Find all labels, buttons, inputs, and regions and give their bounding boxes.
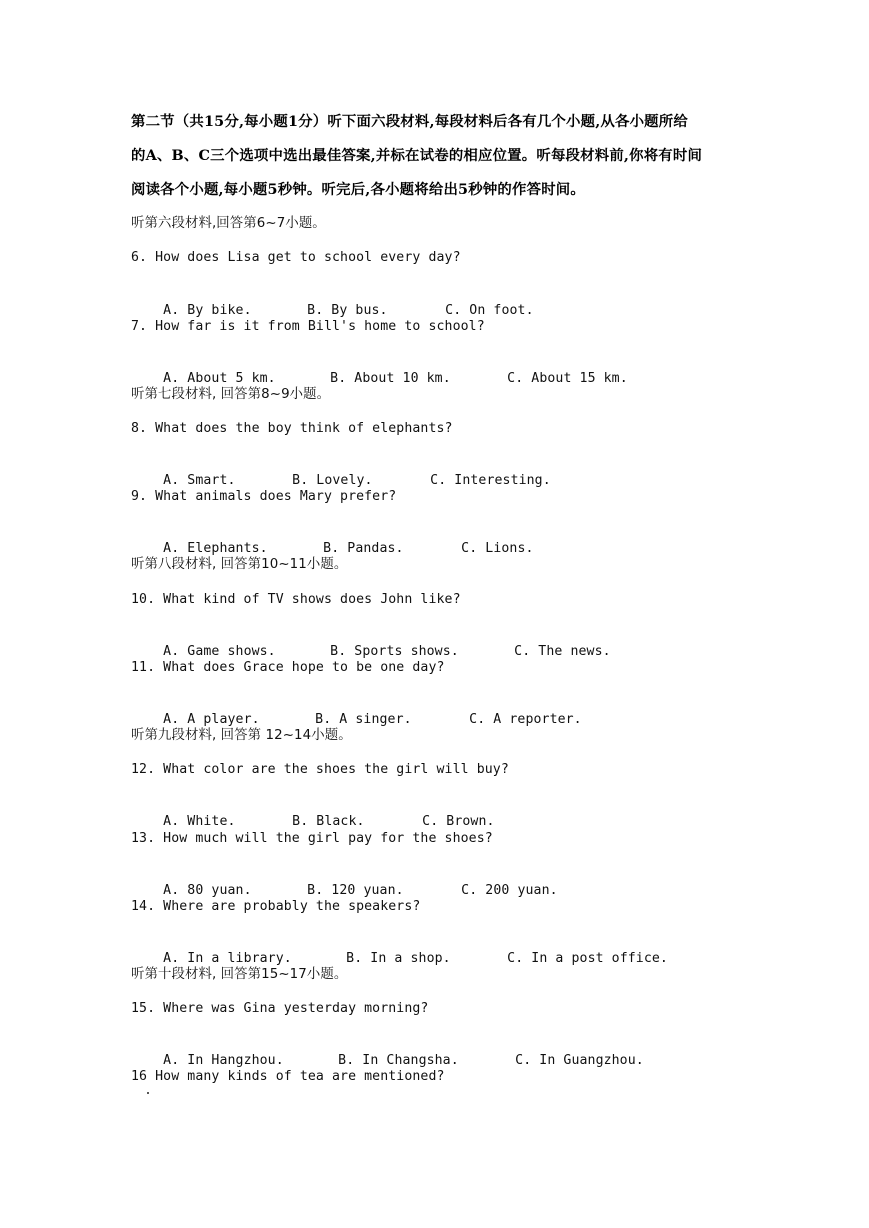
- option-b: B. Lovely.: [292, 473, 373, 488]
- option-c: C. About 15 km.: [507, 371, 628, 386]
- option-c: C. In a post office.: [507, 951, 668, 966]
- option-a: A. A player.: [163, 712, 260, 727]
- option-b: B. In a shop.: [346, 951, 451, 966]
- intro-line-2: 的A、B、C三个选项中选出最佳答案,并标在试卷的相应位置。听每段材料前,你将有时间: [131, 147, 703, 164]
- option-b: B. 120 yuan.: [307, 883, 404, 898]
- question-text: 14. Where are probably the speakers?: [131, 899, 421, 914]
- question-text: 7. How far is it from Bill's home to school?: [131, 319, 485, 334]
- option-a: A. By bike.: [163, 303, 252, 318]
- option-c: C. Lions.: [461, 541, 534, 556]
- option-c: C. In Guangzhou.: [515, 1053, 644, 1068]
- section-heading: 听第八段材料, 回答第10~11小题。: [131, 557, 348, 572]
- stray-dot: [147, 1092, 149, 1094]
- question-text: 8. What does the boy think of elephants?: [131, 421, 453, 436]
- question-text: 6. How does Lisa get to school every day?: [131, 250, 461, 265]
- option-c: C. 200 yuan.: [461, 883, 558, 898]
- option-a: A. Elephants.: [163, 541, 268, 556]
- intro-line-3: 阅读各个小题,每小题5秒钟。听完后,各小题将给出5秒钟的作答时间。: [131, 181, 585, 198]
- option-b: B. Sports shows.: [330, 644, 459, 659]
- section-heading: 听第七段材料, 回答第8~9小题。: [131, 387, 331, 402]
- question-text: 11. What does Grace hope to be one day?: [131, 660, 445, 675]
- option-c: C. Brown.: [422, 814, 495, 829]
- question-text: 12. What color are the shoes the girl will buy?: [131, 762, 509, 777]
- option-b: B. Black.: [292, 814, 365, 829]
- option-a: A. White.: [163, 814, 236, 829]
- option-b: B. In Changsha.: [338, 1053, 459, 1068]
- intro-line-1: 第二节（共15分,每小题1分）听下面六段材料,每段材料后各有几个小题,从各小题所给: [131, 113, 688, 130]
- question-text: 9. What animals does Mary prefer?: [131, 489, 397, 504]
- option-a: A. About 5 km.: [163, 371, 276, 386]
- option-a: A. In Hangzhou.: [163, 1053, 284, 1068]
- question-text: 13. How much will the girl pay for the shoes?: [131, 831, 493, 846]
- option-c: C. The news.: [514, 644, 611, 659]
- option-a: A. 80 yuan.: [163, 883, 252, 898]
- option-a: A. Game shows.: [163, 644, 276, 659]
- section-heading: 听第九段材料, 回答第 12~14小题。: [131, 728, 352, 743]
- option-a: A. In a library.: [163, 951, 292, 966]
- section-heading: 听第十段材料, 回答第15~17小题。: [131, 967, 348, 982]
- question-text: 16 How many kinds of tea are mentioned?: [131, 1069, 445, 1084]
- option-c: C. On foot.: [445, 303, 534, 318]
- option-b: B. A singer.: [315, 712, 412, 727]
- option-b: B. About 10 km.: [330, 371, 451, 386]
- question-text: 10. What kind of TV shows does John like?: [131, 592, 461, 607]
- option-b: B. By bus.: [307, 303, 388, 318]
- option-a: A. Smart.: [163, 473, 236, 488]
- option-c: C. A reporter.: [469, 712, 582, 727]
- option-c: C. Interesting.: [430, 473, 551, 488]
- option-b: B. Pandas.: [323, 541, 404, 556]
- question-text: 15. Where was Gina yesterday morning?: [131, 1001, 429, 1016]
- section-heading: 听第六段材料,回答第6~7小题。: [131, 216, 326, 231]
